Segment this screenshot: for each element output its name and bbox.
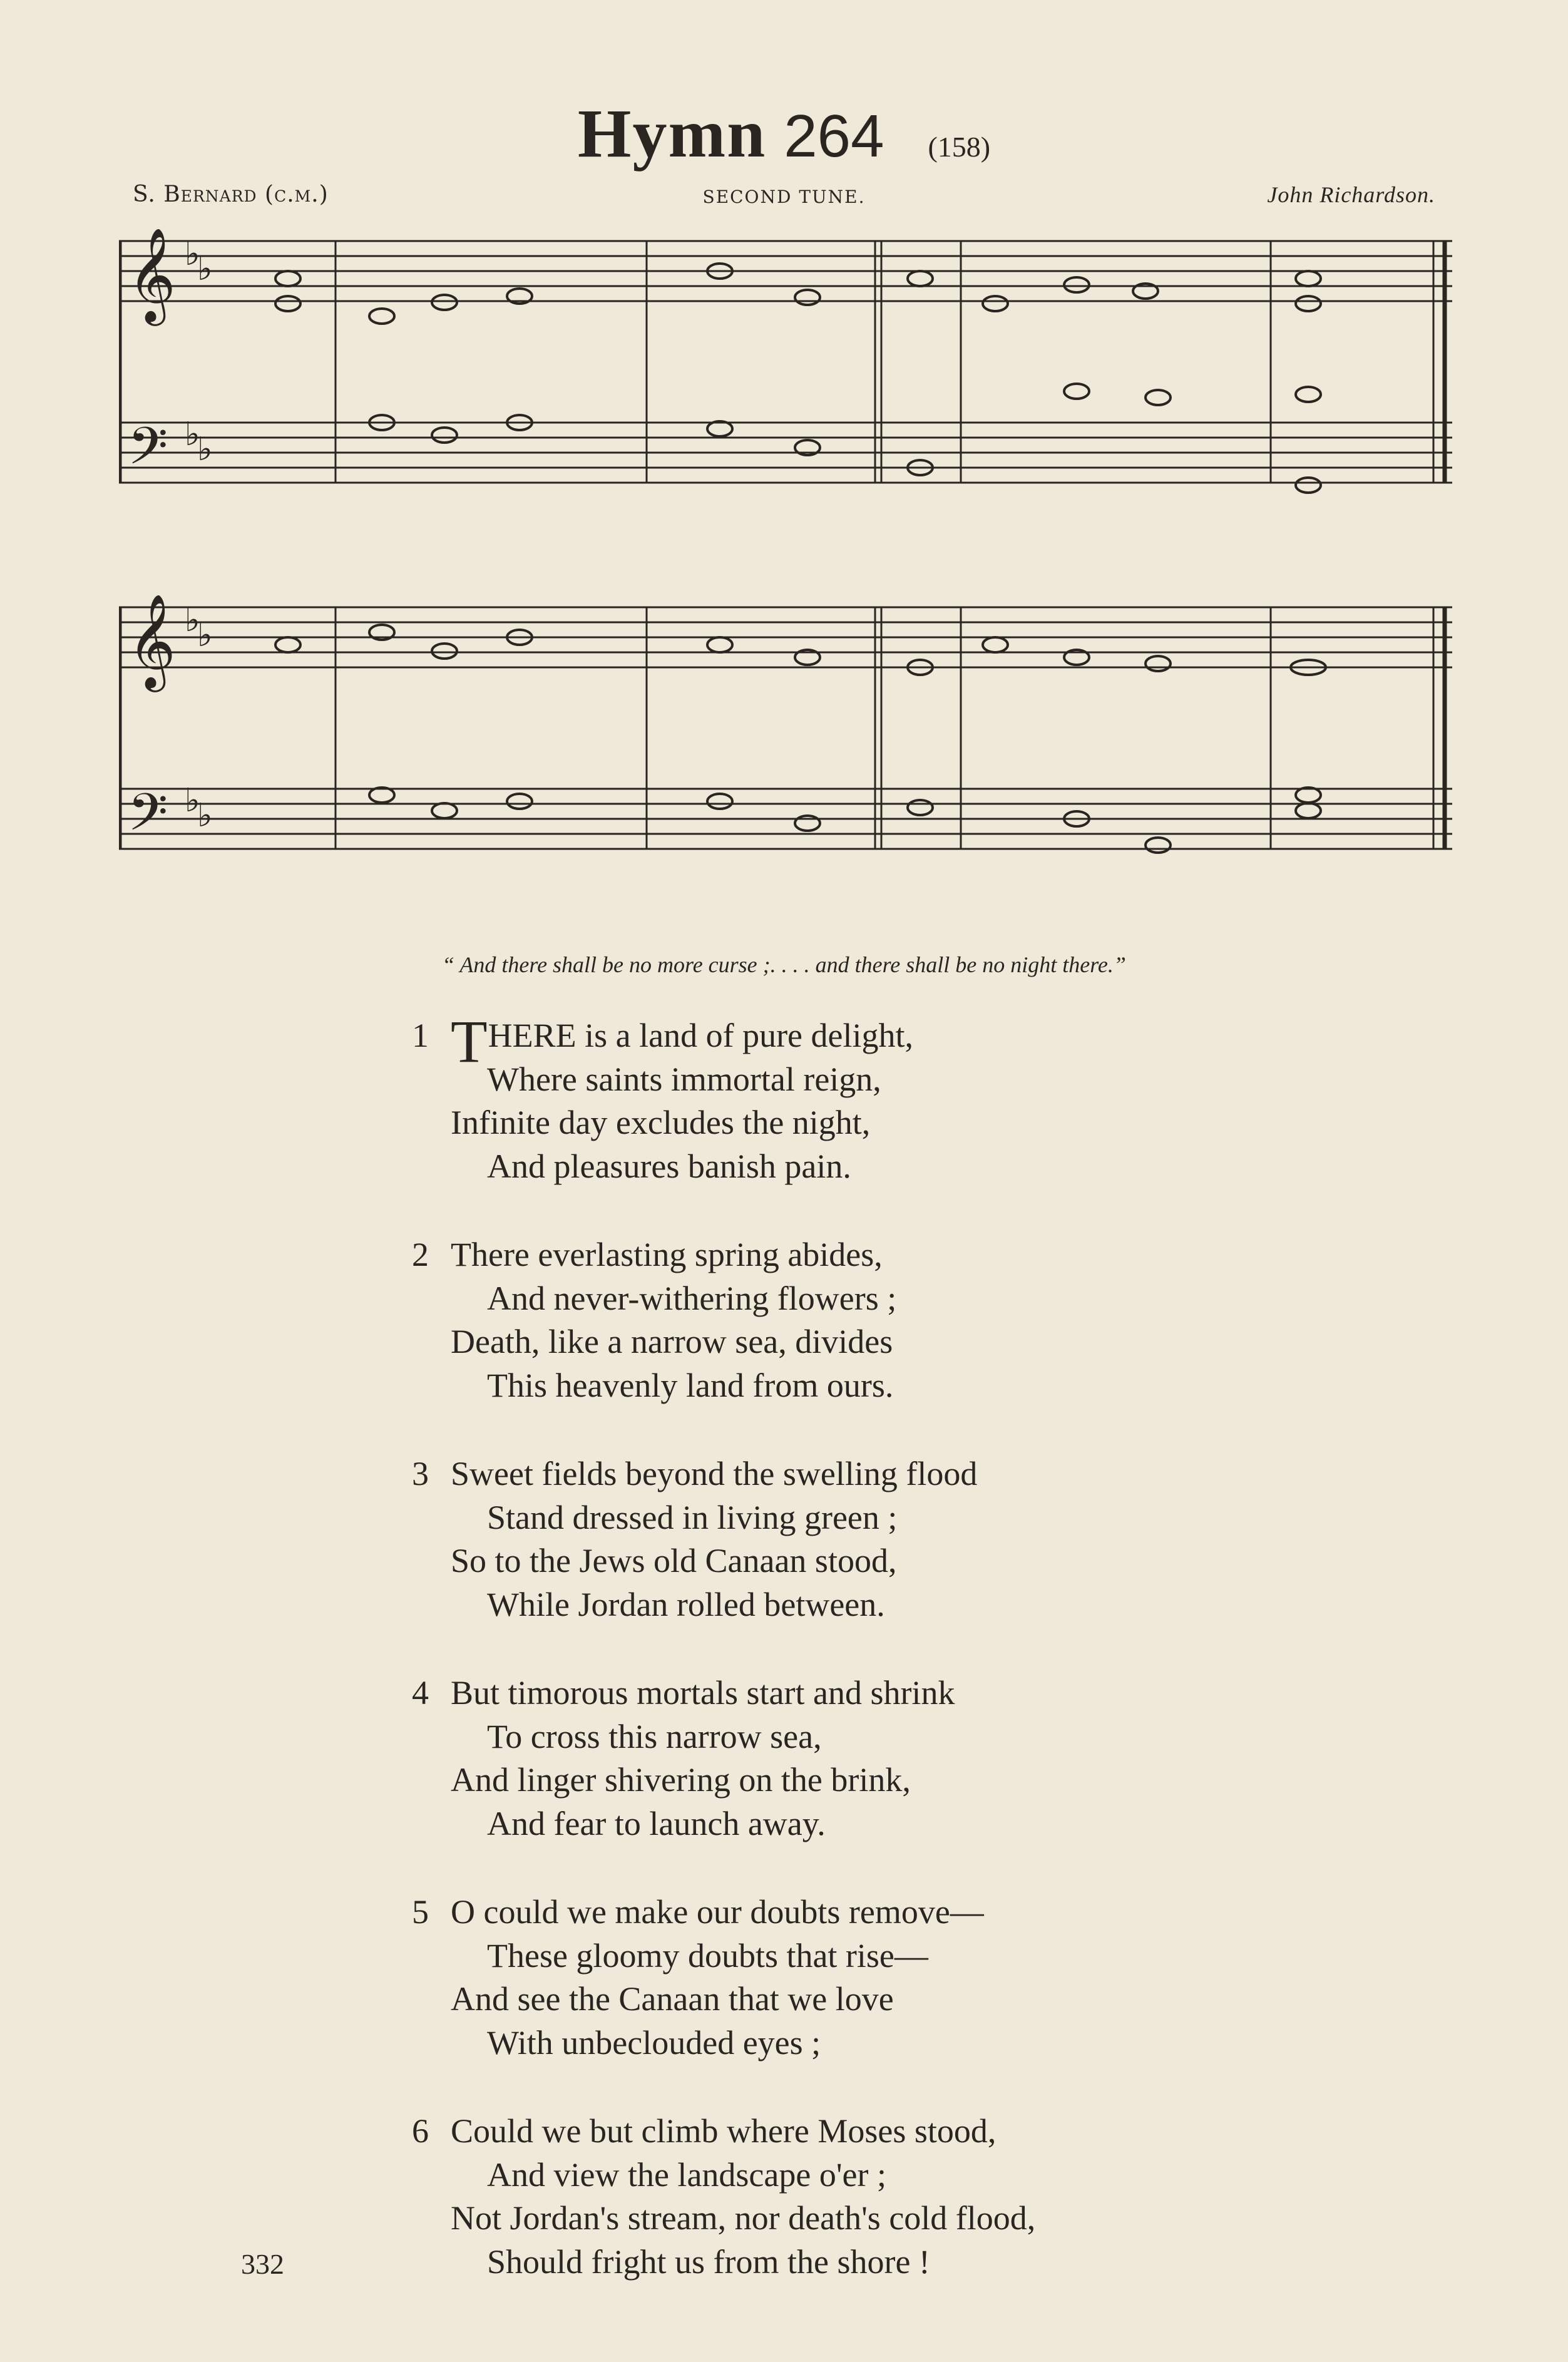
music-notation-1 [119,228,1452,513]
verse-line: Stand dressed in living green ; [487,1498,898,1536]
verse-number: 1 [412,1017,429,1054]
verse-line: Should fright us from the shore ! [487,2242,930,2281]
second-tune-label: SECOND TUNE. [702,187,866,207]
page-number: 332 [241,2248,284,2280]
svg-text:♭: ♭ [197,431,213,468]
verse-2 [412,1233,1264,1407]
verse-line: With unbeclouded eyes ; [487,2023,821,2062]
scripture-epigraph: “ And there shall be no more curse ;. . . . and there shall be no night there.” [442,952,1126,977]
verse-line: Infinite day excludes the night, [451,1104,871,1141]
hymn-number: 264 [784,103,884,170]
verse-number: 5 [412,1893,429,1931]
verse-line: There everlasting spring abides, [451,1236,883,1273]
verse-line: Sweet fields beyond the swelling flood [451,1455,978,1492]
verse-number: 3 [412,1455,429,1492]
music-system-1 [119,228,1452,513]
verse-line: So to the Jews old Canaan stood, [451,1542,897,1579]
verse-line: And fear to launch away. [487,1804,826,1842]
verse-4 [412,1671,1264,1846]
svg-text:♭: ♭ [185,782,200,819]
verse-line: And view the landscape o'er ; [487,2155,887,2194]
verse-line: O could we make our doubts remove— [451,1893,984,1931]
verse-line: While Jordan rolled between. [487,1585,885,1623]
hymn-title-word: Hymn [577,95,767,172]
verse-line: This heavenly land from ours. [487,1366,894,1404]
drop-cap: T [451,1008,488,1075]
svg-text:♭: ♭ [197,797,213,834]
verse-line: And linger shivering on the brink, [451,1761,911,1799]
svg-text:♭: ♭ [185,235,200,273]
verse-number: 2 [412,1236,429,1273]
svg-text:𝄢: 𝄢 [128,416,168,489]
svg-text:𝄞: 𝄞 [128,228,176,322]
verse-line: Not Jordan's stream, nor death's cold flood, [451,2199,1036,2237]
hymn-verses [412,1008,1264,2329]
verse-1 [412,1008,1264,1188]
svg-text:♭: ♭ [185,416,200,453]
verse-number: 4 [412,1674,429,1712]
verse-line: Where saints immortal reign, [487,1060,881,1098]
composer: John Richardson. [1267,182,1435,207]
verse-line: And see the Canaan that we love [451,1980,894,2018]
svg-text:♭: ♭ [197,617,213,654]
svg-text:𝄢: 𝄢 [128,782,168,855]
verse-line: Could we but climb where Moses stood, [451,2112,997,2150]
verse-3 [412,1452,1264,1626]
svg-text:♭: ♭ [197,250,213,288]
verse-line: These gloomy doubts that rise— [487,1936,928,1974]
svg-text:♭: ♭ [185,602,200,639]
verse-6 [412,2110,1264,2284]
music-system-2 [119,595,1452,880]
verse-line: Death, like a narrow sea, divides [451,1323,893,1360]
verse-line: But timorous mortals start and shrink [451,1674,955,1712]
verse-5 [412,1891,1264,2065]
verse-line: THERE is a land of pure delight, [451,1008,913,1075]
tune-name: S. Bernard (c.m.) [133,182,329,207]
hymn-title [0,94,1568,173]
verse-line: And never-withering flowers ; [487,1279,897,1317]
verse-number: 6 [412,2112,429,2150]
verse-line: And pleasures banish pain. [487,1147,851,1185]
music-notation-2 [119,595,1452,880]
alternate-number: (158) [928,131,991,163]
svg-text:𝄞: 𝄞 [128,595,176,688]
verse-line: To cross this narrow sea, [487,1717,822,1755]
